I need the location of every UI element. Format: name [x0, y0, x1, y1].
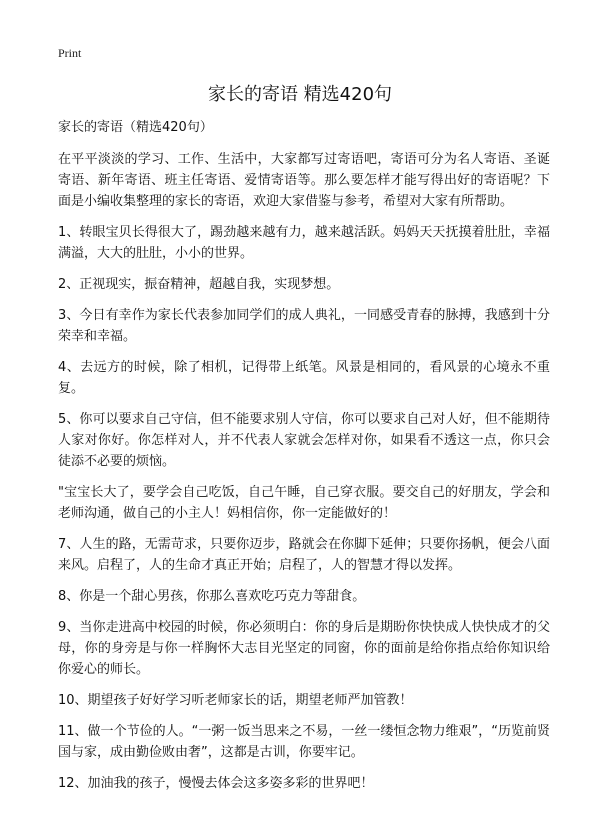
print-link[interactable]: Print: [58, 46, 82, 60]
message-paragraph: 7、人生的路，无需苛求，只要你迈步，路就会在你脚下延伸；只要你扬帆，便会八面来风。启程了，人的生命才真正开始；启程了，人的智慧才得以发挥。: [58, 537, 550, 573]
article-body: [58, 117, 550, 804]
message-paragraph: 3、今日有幸作为家长代表参加同学们的成人典礼，一同感受青春的脉搏，我感到十分荣幸和幸福。: [58, 308, 550, 344]
page-title: 家长的寄语 精选420句: [207, 84, 393, 105]
message-paragraph: 9、当你走进高中校园的时候，你必须明白：你的身后是期盼你快快成人快快成才的父母，你的身旁是与你一样胸怀大志目光坚定的同窗，你的面前是给你指点给你知识给你爱心的师长。: [58, 620, 550, 677]
message-paragraph: 8、你是一个甜心男孩，你那么喜欢吃巧克力等甜食。: [58, 589, 366, 604]
message-paragraph: 12、加油我的孩子，慢慢去体会这多姿多彩的世界吧！: [58, 776, 374, 791]
message-paragraph: 10、期望孩子好好学习听老师家长的话，期望老师严加管教！: [58, 693, 413, 708]
message-paragraph: 5、你可以要求自己守信，但不能要求别人守信，你可以要求自己对人好，但不能期待人家对你好。你怎样对人，并不代表人家就会怎样对你，如果看不透这一点，你只会徒添不必要的烦恼。: [58, 412, 550, 469]
article-subtitle: 家长的寄语（精选420句）: [58, 120, 213, 135]
intro-paragraph: 在平平淡淡的学习、工作、生活中，大家都写过寄语吧，寄语可分为名人寄语、圣诞寄语、新年寄语、班主任寄语、爱情寄语等。那么要怎样才能写得出好的寄语呢？下面是小编收集整理的家长的寄语，欢迎大家借鉴与参考，希望对大家有所帮助。: [58, 152, 550, 209]
message-paragraph: "宝宝长大了，要学会自己吃饭，自己午睡，自己穿衣服。要交自己的好朋友，学会和老师沟通，做自己的小主人！妈相信你，你一定能做好的！: [58, 485, 550, 521]
message-paragraph: 4、去远方的时候，除了相机，记得带上纸笔。风景是相同的，看风景的心境永不重复。: [58, 360, 550, 396]
message-paragraph: 11、做一个节俭的人。“一粥一饭当思来之不易，一丝一缕恒念物力维艰”，“历览前贤国与家，成由勤俭败由奢”，这都是古训，你要牢记。: [58, 724, 550, 760]
message-paragraph: 1、转眼宝贝长得很大了，踢劲越来越有力，越来越活跃。妈妈天天抚摸着肚肚，幸福满溢，大大的肚肚，小小的世界。: [58, 225, 550, 261]
message-paragraph: 2、正视现实，振奋精神，超越自我，实现梦想。: [58, 277, 340, 292]
